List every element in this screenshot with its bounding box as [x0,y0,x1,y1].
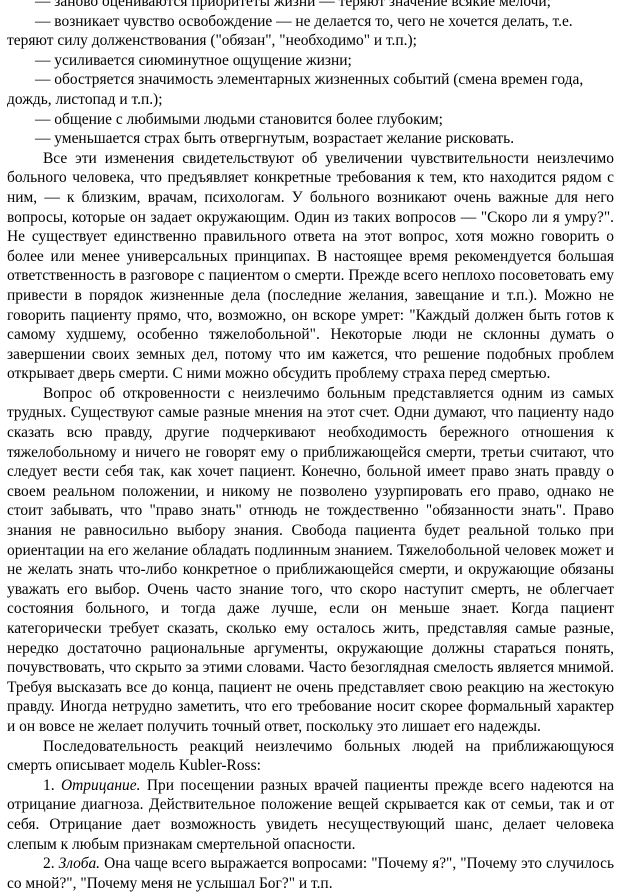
paragraph-kubler-ross-intro: Последовательность реакций неизлечимо больных людей на приближающуюся смерть описывает модель Kubler-Ross: [7,737,614,775]
stage-text: Она чаще всего выражается вопросами: "Почему я?", "Почему это случилось со мной?", "Почему меня не услышал Бог?" и т.п. [7,855,615,892]
list-item: — обостряется значимость элементарных жизненных событий (смена времен года, дождь, листопад и т.п.); [7,71,584,108]
list-item: — заново оцениваются приоритеты жизни — теряют значение всякие мелочи; [35,0,551,10]
list-item: — усиливается сиюминутное ощущение жизни; [35,51,352,69]
stage-denial [7,776,614,854]
list-item: — общение с любимыми людьми становится более глубоким; [35,110,443,128]
paragraph-honesty: Вопрос об откровенности с неизлечимо больным представляется одним из самых трудных. Существуют самые разные мнения на этот счет. Одни думают, что пациенту надо сказать всю правду, другие подчеркивают необходимость бережного отношения к тяжелобольному и ничего не говорят ему о приближающейся смерти, третьи считают, что следует вести себя так, как хочет пациент. Конечно, больной имеет право знать правду о своем реальном положении, и никому не позволено узурпировать его право, однако не стоит забывать, что "право знать" отнюдь не тождественно "обязанности знать". Право знания не равносильно выбору знания. Свобода пациента будет реальной только при ориентации на его желание обладать подлинным знанием. Тяжелобольной человек может и не желать знать что-либо конкретное о приближающейся смерти, и окружающие обязаны уважать его выбор. Очень часто знание того, что скоро наступит смерть, не облегчает состояния больного, и тогда даже лучше, если он меньше знает. Когда пациент категорически требует сказать, сколько ему осталось жить, представляя самые разные, нередко достаточно рациональные аргументы, окружающие должны стараться понять, почувствовать, что скрыто за этими словами. Часто безоглядная смелость является мнимой. Требуя высказать все до конца, пациент не очень представляет свою реакцию на жестокую правду. Иногда нетрудно заметить, что его требование носит скорее формальный характер и он вовсе не желает получить точный ответ, поскольку это лишает его надежды. [7,384,614,735]
list-item: — уменьшается страх быть отвергнутым, возрастает желание рисковать. [35,130,515,148]
paragraph-sensitivity: Все эти изменения свидетельствуют об увеличении чувствительности неизлечимо больного человека, что предъявляет конкретные требования к тем, кто находится рядом с ним, — к близким, врачам, психологам. У больного возникают очень важные для него вопросы, которые он задает окружающим. Один из таких вопросов — "Скоро ли я умру?". Не существует единственно правильного ответа на этот вопрос, хотя можно говорить о более или менее универсальных принципах. В настоящее время рекомендуется большая ответственность в разговоре с пациентом о смерти. Прежде всего неплохо посоветовать ему привести в порядок жизненные дела (последние желания, завещание и т.п.). Можно не говорить пациенту прямо, что, возможно, он вскоре умрет: "Каждый должен быть готов к самому худшему, особенно тяжелобольной". Некоторые люди не склонны думать о завершении своих земных дел, потому что им кажется, что решение подобных проблем открывает дверь смерти. С ними можно обсудить проблему страха перед смертью. [7,149,614,383]
list-item: — возникает чувство освобождение — не делается то, чего не хочется делать, т.е. теряют силу долженствования ("обязан", "необходимо" и т.п.); [7,12,573,50]
stage-text: При посещении разных врачей пациенты прежде всего надеются на отрицание диагноза. Действительное положение вещей скрывается как от семьи, так и от себя. Отрицание дает возможность увидеть несуществующий шанс, делает человека слепым к любым признакам смертельной опасности. [7,776,615,853]
stage-name: Отрицание. [60,776,141,794]
stage-anger [7,854,614,893]
stage-number: 2. [43,855,55,873]
stage-number: 1. [43,776,55,794]
stage-name: Злоба. [58,855,101,873]
